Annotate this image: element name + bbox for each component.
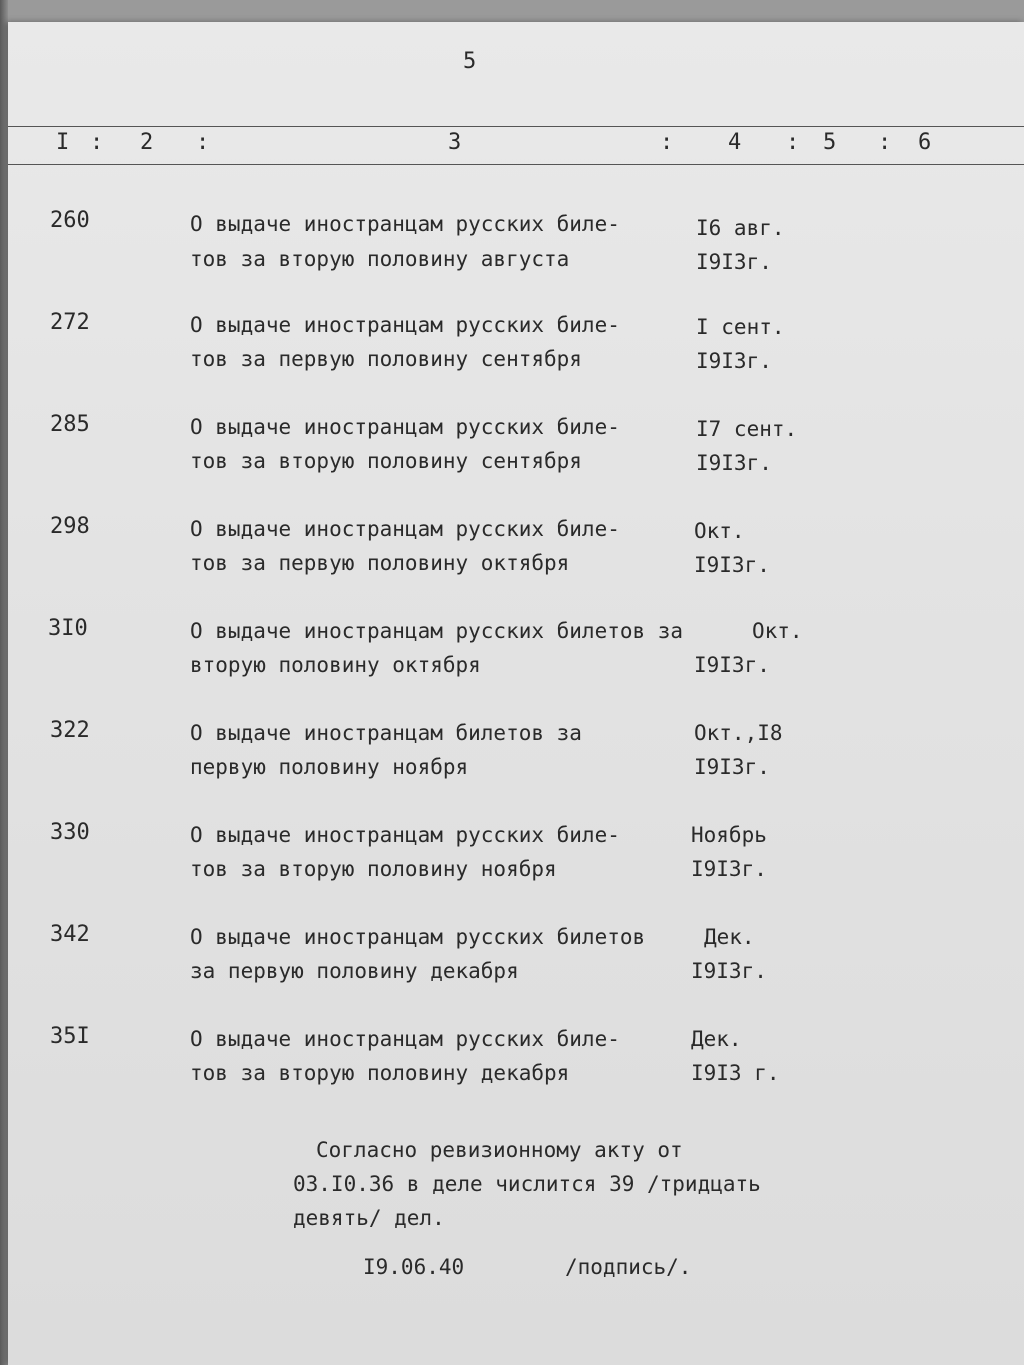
case-year: I9I3 г. xyxy=(691,1061,780,1085)
case-title-line: О выдаче иностранцам билетов за xyxy=(190,721,582,745)
signature: /подпись/. xyxy=(565,1255,692,1279)
header-sep: : xyxy=(196,130,210,155)
header-sep: : xyxy=(878,130,892,155)
header-col-6: 6 xyxy=(918,130,932,155)
revision-note-line: девять/ дел. xyxy=(293,1206,445,1230)
case-number: 322 xyxy=(50,718,90,743)
case-year: I9I3г. xyxy=(694,653,770,677)
case-title-line: О выдаче иностранцам русских билетов за xyxy=(190,619,684,643)
case-title-line: первую половину ноября xyxy=(190,755,469,779)
case-year: I9I3г. xyxy=(691,959,767,983)
case-title-line: тов за первую половину октября xyxy=(190,551,570,575)
case-date: I6 авг. xyxy=(696,216,785,240)
case-date: I7 сент. xyxy=(696,417,798,441)
revision-note-line: Согласно ревизионному акту от xyxy=(316,1138,683,1162)
case-number: 3I0 xyxy=(48,616,88,641)
document-page xyxy=(8,22,1024,1365)
page-number: 5 xyxy=(463,49,477,74)
case-number: 342 xyxy=(50,922,90,947)
case-number: 260 xyxy=(50,208,90,233)
case-date: Окт. xyxy=(694,519,745,543)
header-col-3: 3 xyxy=(448,130,462,155)
case-date: Дек. xyxy=(691,1027,742,1051)
case-year: I9I3г. xyxy=(696,250,772,274)
case-year: I9I3г. xyxy=(691,857,767,881)
case-title-line: О выдаче иностранцам русских биле- xyxy=(190,823,620,847)
revision-note-line: 03.I0.36 в деле числится 39 /тридцать xyxy=(293,1172,761,1196)
header-col-5: 5 xyxy=(823,130,837,155)
case-title-line: О выдаче иностранцам русских биле- xyxy=(190,1027,620,1051)
case-title-line: тов за вторую половину декабря xyxy=(190,1061,570,1085)
header-sep: : xyxy=(786,130,800,155)
case-title-line: О выдаче иностранцам русских билетов xyxy=(190,925,646,949)
case-number: 330 xyxy=(50,820,90,845)
case-title-line: тов за вторую половину сентября xyxy=(190,449,582,473)
signature-date: I9.06.40 xyxy=(363,1255,465,1279)
case-date: Окт.,I8 xyxy=(694,721,783,745)
header-bottom-rule xyxy=(8,164,1024,165)
case-title-line: О выдаче иностранцам русских биле- xyxy=(190,415,620,439)
case-number: 285 xyxy=(50,412,90,437)
header-col-1: I xyxy=(56,130,70,155)
case-title-line: за первую половину декабря xyxy=(190,959,519,983)
case-number: 272 xyxy=(50,310,90,335)
case-title-line: вторую половину октября xyxy=(190,653,481,677)
case-year: I9I3г. xyxy=(696,349,772,373)
case-title-line: О выдаче иностранцам русских биле- xyxy=(190,517,620,541)
binding-edge xyxy=(0,0,8,1365)
case-date: I сент. xyxy=(696,315,785,339)
case-date: Ноябрь xyxy=(691,823,767,847)
case-title-line: тов за вторую половину августа xyxy=(190,247,570,271)
header-col-4: 4 xyxy=(728,130,742,155)
case-date: Дек. xyxy=(704,925,755,949)
case-year: I9I3г. xyxy=(696,451,772,475)
header-sep: : xyxy=(660,130,674,155)
case-title-line: О выдаче иностранцам русских биле- xyxy=(190,313,620,337)
case-title-line: О выдаче иностранцам русских биле- xyxy=(190,212,620,236)
case-number: 35I xyxy=(50,1024,90,1049)
header-sep: : xyxy=(90,130,104,155)
case-date: Окт. xyxy=(752,619,803,643)
case-number: 298 xyxy=(50,514,90,539)
header-col-2: 2 xyxy=(140,130,154,155)
header-top-rule xyxy=(8,126,1024,127)
case-year: I9I3г. xyxy=(694,553,770,577)
case-title-line: тов за первую половину сентября xyxy=(190,347,582,371)
case-title-line: тов за вторую половину ноября xyxy=(190,857,557,881)
case-year: I9I3г. xyxy=(694,755,770,779)
